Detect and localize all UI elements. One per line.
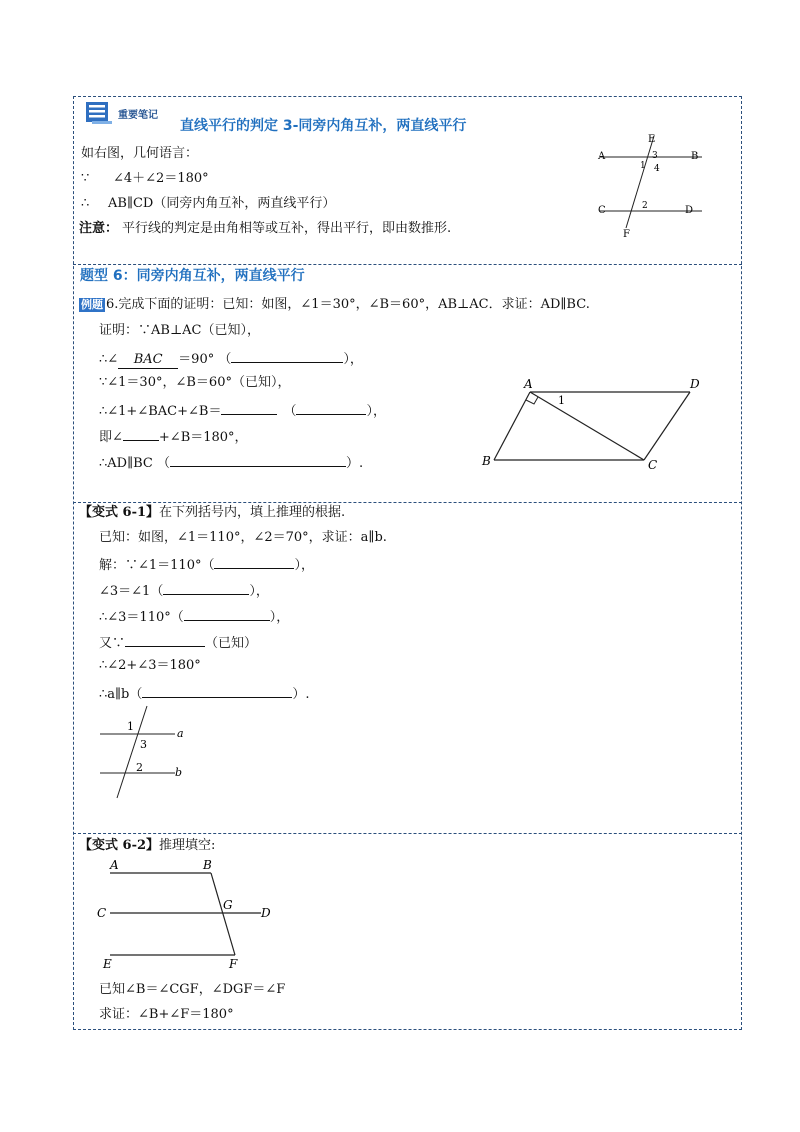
filled-blank: BAC [118, 352, 178, 369]
answer-blank[interactable] [221, 401, 277, 415]
angle-label: 4 [654, 164, 660, 174]
point-label: D [261, 906, 271, 920]
point-label: A [598, 151, 606, 162]
answer-blank[interactable] [231, 349, 343, 363]
answer-blank[interactable] [184, 607, 270, 621]
answer-blank[interactable] [125, 633, 205, 647]
because-symbol: ∵ [81, 171, 90, 186]
point-label: C [97, 906, 107, 920]
variant-heading: 【变式 6-2】推理填空: [79, 838, 216, 853]
variant-6-2-figure [93, 855, 283, 975]
section-divider [73, 833, 742, 834]
point-label: F [229, 957, 238, 971]
solution-line: ∴∠2+∠3＝180° [99, 658, 201, 673]
point-label: B [203, 858, 212, 872]
point-label: E [648, 134, 656, 145]
point-label: G [223, 898, 233, 912]
note-line: AB∥CD（同旁内角互补，两直线平行） [108, 196, 336, 211]
given-text: 已知：如图，∠1＝110°，∠2＝70°，求证：a∥b. [99, 530, 387, 545]
proof-line: 证明：∵AB⊥AC（已知）， [99, 323, 261, 338]
solution-line: ∠3＝∠1（ ）， [99, 581, 269, 600]
answer-blank[interactable] [123, 427, 159, 441]
note-line: 平行线的判定是由角相等或互补，得出平行，即由数推形. [122, 221, 452, 236]
prove-text: 求证：∠B+∠F＝180° [99, 1007, 234, 1022]
note-line: ∠4＋∠2＝180° [113, 171, 209, 186]
angle-label: 1 [640, 161, 646, 171]
point-label: B [482, 454, 491, 468]
angle-label: 3 [140, 738, 147, 751]
answer-blank[interactable] [170, 453, 346, 467]
point-label: C [648, 458, 658, 472]
note-title: 直线平行的判定 3-同旁内角互补，两直线平行 [180, 118, 467, 134]
note-attention-label: 注意： [79, 221, 119, 236]
example-badge: 例题 [81, 298, 103, 311]
point-label: D [685, 205, 694, 216]
solution-line: ∴a∥b（ ）. [99, 684, 310, 703]
solution-line: ∴∠3＝110°（ ）， [99, 607, 289, 626]
answer-blank[interactable] [142, 684, 292, 698]
proof-line: ∵∠1＝30°，∠B＝60°（已知）， [99, 375, 291, 390]
point-label: A [524, 377, 533, 391]
point-label: B [691, 151, 699, 162]
angle-label: 3 [652, 151, 658, 161]
angle-label: 1 [127, 720, 134, 733]
solution-line: 又∵ （已知） [99, 633, 257, 652]
proof-line: ∴∠1+∠BAC+∠B＝ （ ）， [99, 401, 386, 420]
section-title: 题型 6：同旁内角互补，两直线平行 [80, 268, 305, 284]
line-label: a [177, 727, 184, 740]
section-divider [73, 502, 742, 503]
point-label: A [110, 858, 119, 872]
line-label: b [175, 766, 183, 779]
answer-blank[interactable] [214, 555, 294, 569]
solution-line: 解：∵∠1＝110°（ ）， [99, 555, 314, 574]
point-label: D [690, 377, 700, 391]
note-figure [590, 128, 710, 240]
answer-blank[interactable] [163, 581, 249, 595]
proof-line: ∴∠ BAC ＝90° （ ）， [99, 349, 363, 369]
type6-figure [478, 372, 708, 477]
note-badge: 重要笔记 [118, 110, 158, 121]
note-line: 如右图，几何语言： [81, 146, 199, 161]
point-label: E [103, 957, 112, 971]
variant-heading: 【变式 6-1】在下列括号内，填上推理的根据. [79, 505, 346, 520]
note-icon [84, 100, 114, 126]
angle-label: 2 [642, 201, 648, 211]
section-divider [73, 264, 742, 265]
therefore-symbol: ∴ [81, 196, 90, 211]
point-label: F [623, 229, 630, 240]
angle-label: 1 [558, 394, 565, 407]
given-text: 已知∠B＝∠CGF，∠DGF＝∠F [99, 982, 286, 997]
answer-blank[interactable] [296, 401, 366, 415]
variant-6-1-figure [95, 702, 195, 802]
proof-line: 即∠ +∠B＝180°， [99, 427, 248, 446]
question-text: 6.完成下面的证明：已知：如图，∠1＝30°，∠B＝60°，AB⊥AC．求证：AD∥BC. [106, 297, 590, 312]
angle-label: 2 [136, 761, 143, 774]
point-label: C [598, 205, 606, 216]
proof-line: ∴AD∥BC （ ）. [99, 453, 363, 472]
